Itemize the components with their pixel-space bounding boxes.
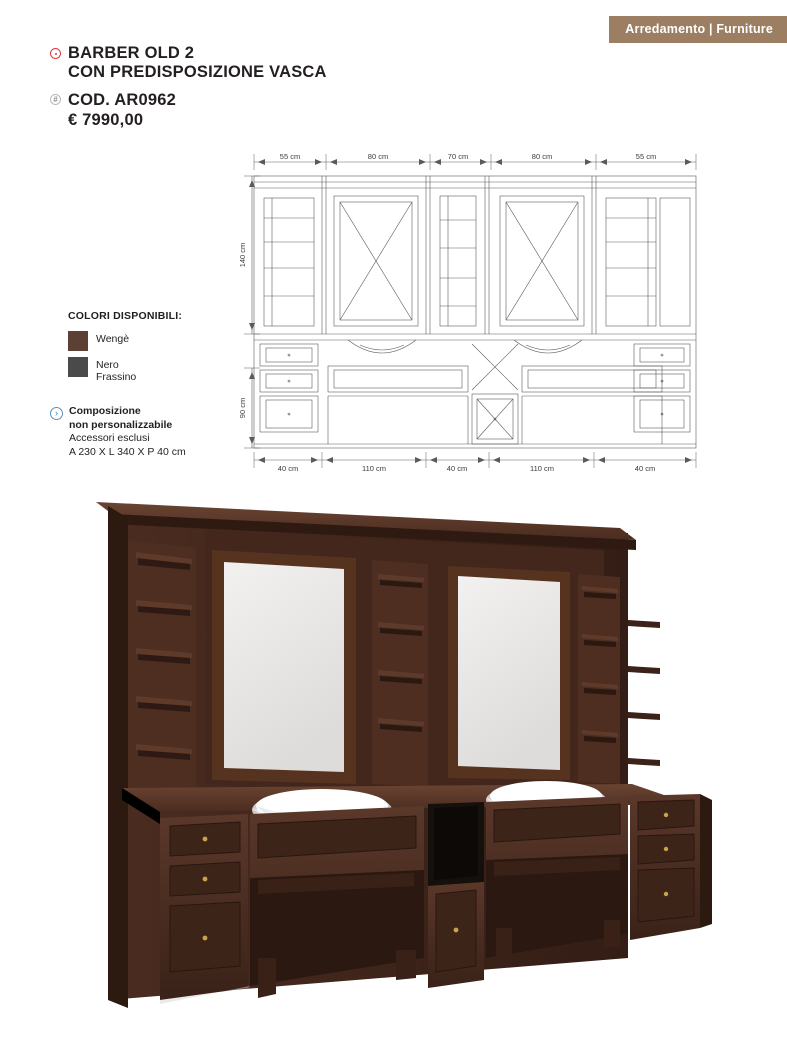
dim-top-1: 55 cm <box>279 152 301 161</box>
note-composition-line2: non personalizzabile <box>69 418 173 431</box>
color-swatch-nero-frassino <box>68 357 88 377</box>
color-option-nero-frassino <box>68 357 228 383</box>
product-photo <box>0 488 787 1049</box>
dim-left-2: 90 cm <box>238 397 247 419</box>
dim-top-4: 80 cm <box>531 152 553 161</box>
dim-top-3: 70 cm <box>447 152 469 161</box>
dim-bottom-4: 110 cm <box>529 464 555 473</box>
product-code: COD. AR0962 <box>68 91 176 109</box>
target-icon <box>50 48 61 59</box>
product-code-row <box>52 91 472 130</box>
chevron-right-circle-icon: › <box>50 407 63 420</box>
hash-icon: # <box>50 94 61 105</box>
category-tab: Arredamento | Furniture <box>609 16 787 43</box>
color-label-wenge: Wengè <box>96 333 130 345</box>
dim-top-5: 55 cm <box>635 152 657 161</box>
color-option-wenge <box>68 331 228 351</box>
available-colors-block <box>68 310 228 389</box>
product-price: € 7990,00 <box>68 111 144 129</box>
dim-bottom-2: 110 cm <box>361 464 387 473</box>
dim-bottom-1: 40 cm <box>277 464 299 473</box>
color-label-nero-frassino-line1: Nero <box>96 359 119 371</box>
color-swatch-wenge <box>68 331 88 351</box>
product-title-block <box>52 44 472 130</box>
dim-bottom-5: 40 cm <box>634 464 656 473</box>
color-label-nero-frassino-line2: Frassino <box>96 371 137 383</box>
dim-left-1: 140 cm <box>238 242 247 268</box>
note-accessories: Accessori esclusi <box>69 432 150 444</box>
technical-drawing <box>236 138 706 478</box>
product-name-row <box>52 44 472 82</box>
note-dimensions: A 230 X L 340 X P 40 cm <box>69 445 186 458</box>
dim-bottom-3: 40 cm <box>446 464 468 473</box>
available-colors-title: COLORI DISPONIBILI: <box>68 310 183 322</box>
product-notes-block <box>50 405 250 459</box>
note-composition-line1: Composizione <box>69 405 141 417</box>
dim-top-2: 80 cm <box>367 152 389 161</box>
page-title: BARBER OLD 2 <box>68 44 195 62</box>
product-subtitle: CON PREDISPOSIZIONE VASCA <box>68 63 327 81</box>
